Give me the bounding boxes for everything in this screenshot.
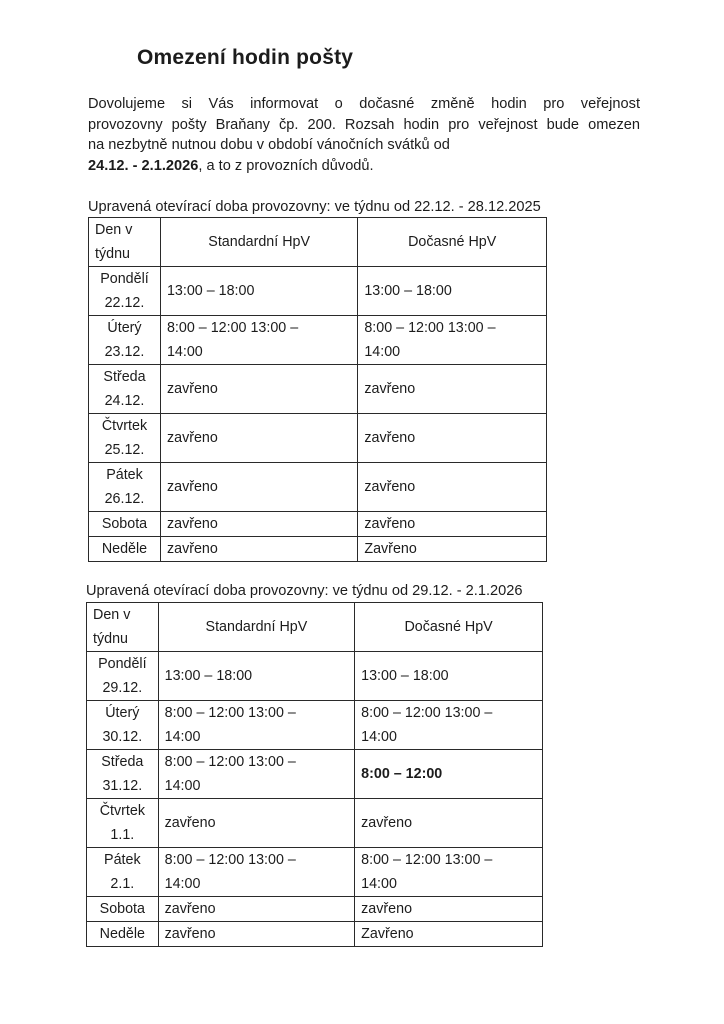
table-row (89, 463, 547, 512)
hours-line: 8:00 – 12:00 13:00 – (364, 320, 496, 336)
intro-tail: , a to z provozních důvodů. (198, 157, 374, 174)
standard-hours (160, 267, 357, 316)
day-cell (89, 414, 161, 463)
hours-line: 13:00 – 18:00 (164, 668, 253, 684)
header-standard: Standardní HpV (158, 603, 355, 652)
standard-hours (158, 848, 355, 897)
intro-dates: 24.12. - 2.1.2026 (88, 157, 199, 174)
week2-caption: Upravená otevírací doba provozovny: ve týdnu od 29.12. - 2.1.2026 (86, 583, 523, 599)
table-row (89, 316, 547, 365)
table-row (87, 750, 543, 799)
table-row (89, 365, 547, 414)
table-row (89, 537, 547, 562)
hours-line: zavřeno (166, 479, 218, 495)
hours-line: 8:00 – 12:00 13:00 – (361, 705, 493, 721)
hours-line: 14:00 (164, 778, 201, 794)
day-cell (87, 848, 159, 897)
standard-hours (160, 414, 357, 463)
hours-line: 13:00 – 18:00 (361, 668, 449, 684)
hours-line: 14:00 (364, 344, 401, 360)
day-date: 30.12. (102, 729, 143, 745)
standard-hours: zavřeno (158, 922, 355, 947)
hours-line: zavřeno (364, 381, 416, 397)
day-name: Pondělí (100, 271, 149, 287)
day-cell (89, 365, 161, 414)
day-cell: Sobota (87, 897, 159, 922)
hours-line: 8:00 – 12:00 13:00 – (164, 705, 296, 721)
header-day-line2: týdnu (93, 631, 128, 647)
table-row (87, 897, 543, 922)
day-name: Úterý (105, 705, 140, 721)
intro-paragraph (88, 94, 640, 176)
page-title: Omezení hodin pošty (137, 46, 354, 69)
table-row (89, 267, 547, 316)
hours-line: 14:00 (361, 729, 397, 745)
temporary-hours (358, 414, 547, 463)
day-date: 1.1. (110, 827, 135, 843)
day-name: Pátek (104, 852, 141, 868)
header-day-line1: Den v (93, 607, 131, 623)
day-cell (87, 701, 159, 750)
day-name: Středa (103, 369, 146, 385)
table-row (89, 512, 547, 537)
standard-hours (158, 750, 355, 799)
hours-line: 14:00 (164, 876, 201, 892)
day-name: Pondělí (98, 656, 147, 672)
table-row (87, 701, 543, 750)
hours-line: 14:00 (164, 729, 201, 745)
day-cell (87, 799, 159, 848)
hours-line: 8:00 – 12:00 13:00 – (164, 852, 296, 868)
temporary-hours (358, 463, 547, 512)
standard-hours (158, 652, 355, 701)
hours-line: zavřeno (166, 430, 218, 446)
day-name: Úterý (107, 320, 142, 336)
week2-table (86, 602, 543, 947)
header-day (89, 218, 161, 267)
standard-hours: zavřeno (158, 897, 355, 922)
temporary-hours (355, 652, 543, 701)
day-date: 25.12. (104, 442, 145, 458)
table-row (87, 799, 543, 848)
week1-header-row (89, 218, 547, 267)
temporary-hours (358, 316, 547, 365)
temporary-hours: zavřeno (355, 897, 543, 922)
day-date: 31.12. (102, 778, 143, 794)
week1-caption: Upravená otevírací doba provozovny: ve týdnu od 22.12. - 28.12.2025 (88, 199, 541, 215)
hours-line: 8:00 – 12:00 (361, 766, 443, 782)
table-row (89, 414, 547, 463)
hours-line: 8:00 – 12:00 13:00 – (164, 754, 296, 770)
intro-line-1: Dovolujeme si Vás informovat o dočasné změně hodin pro veřejnost (88, 96, 640, 112)
day-date: 2.1. (110, 876, 135, 892)
hours-line: 8:00 – 12:00 13:00 – (166, 320, 299, 336)
week2-header-row (87, 603, 543, 652)
header-standard: Standardní HpV (160, 218, 357, 267)
standard-hours (158, 701, 355, 750)
temporary-hours (355, 750, 543, 799)
intro-line-2: provozovny pošty Braňany čp. 200. Rozsah hodin pro veřejnost bude omezen (88, 116, 640, 133)
day-cell: Sobota (89, 512, 161, 537)
header-day (87, 603, 159, 652)
hours-line: zavřeno (166, 381, 218, 397)
intro-line-4 (88, 156, 640, 177)
day-date: 23.12. (104, 344, 145, 360)
day-cell (89, 463, 161, 512)
temporary-hours: Zavřeno (355, 922, 543, 947)
header-day-line1: Den v (95, 222, 133, 238)
day-date: 22.12. (104, 295, 145, 311)
hours-line: zavřeno (364, 479, 416, 495)
hours-line: 13:00 – 18:00 (166, 283, 255, 299)
header-temporary: Dočasné HpV (355, 603, 543, 652)
day-name: Středa (101, 754, 144, 770)
day-cell (89, 316, 161, 365)
hours-line: 8:00 – 12:00 13:00 – (361, 852, 493, 868)
temporary-hours (358, 267, 547, 316)
week1-table (88, 217, 547, 562)
standard-hours (160, 463, 357, 512)
standard-hours (160, 316, 357, 365)
table-row (87, 652, 543, 701)
hours-line: zavřeno (164, 815, 216, 831)
temporary-hours (358, 365, 547, 414)
temporary-hours: Zavřeno (358, 537, 547, 562)
temporary-hours: zavřeno (358, 512, 547, 537)
table-row (87, 922, 543, 947)
day-date: 29.12. (102, 680, 143, 696)
hours-line: 14:00 (166, 344, 203, 360)
temporary-hours (355, 799, 543, 848)
day-cell (89, 267, 161, 316)
day-name: Čtvrtek (101, 418, 148, 434)
standard-hours: zavřeno (160, 537, 357, 562)
standard-hours (158, 799, 355, 848)
header-temporary: Dočasné HpV (358, 218, 547, 267)
day-date: 26.12. (104, 491, 145, 507)
header-day-line2: týdnu (95, 246, 130, 262)
temporary-hours (355, 848, 543, 897)
standard-hours (160, 365, 357, 414)
table-row (87, 848, 543, 897)
standard-hours: zavřeno (160, 512, 357, 537)
day-cell: Neděle (89, 537, 161, 562)
intro-line-3: na nezbytně nutnou dobu v období vánočních svátků od (88, 137, 450, 154)
day-name: Čtvrtek (99, 803, 145, 819)
day-cell (87, 652, 159, 701)
day-cell (87, 750, 159, 799)
hours-line: zavřeno (361, 815, 413, 831)
hours-line: 13:00 – 18:00 (364, 283, 452, 299)
temporary-hours (355, 701, 543, 750)
hours-line: 14:00 (361, 876, 397, 892)
day-date: 24.12. (104, 393, 145, 409)
day-name: Pátek (106, 467, 143, 483)
hours-line: zavřeno (364, 430, 416, 446)
day-cell: Neděle (87, 922, 159, 947)
